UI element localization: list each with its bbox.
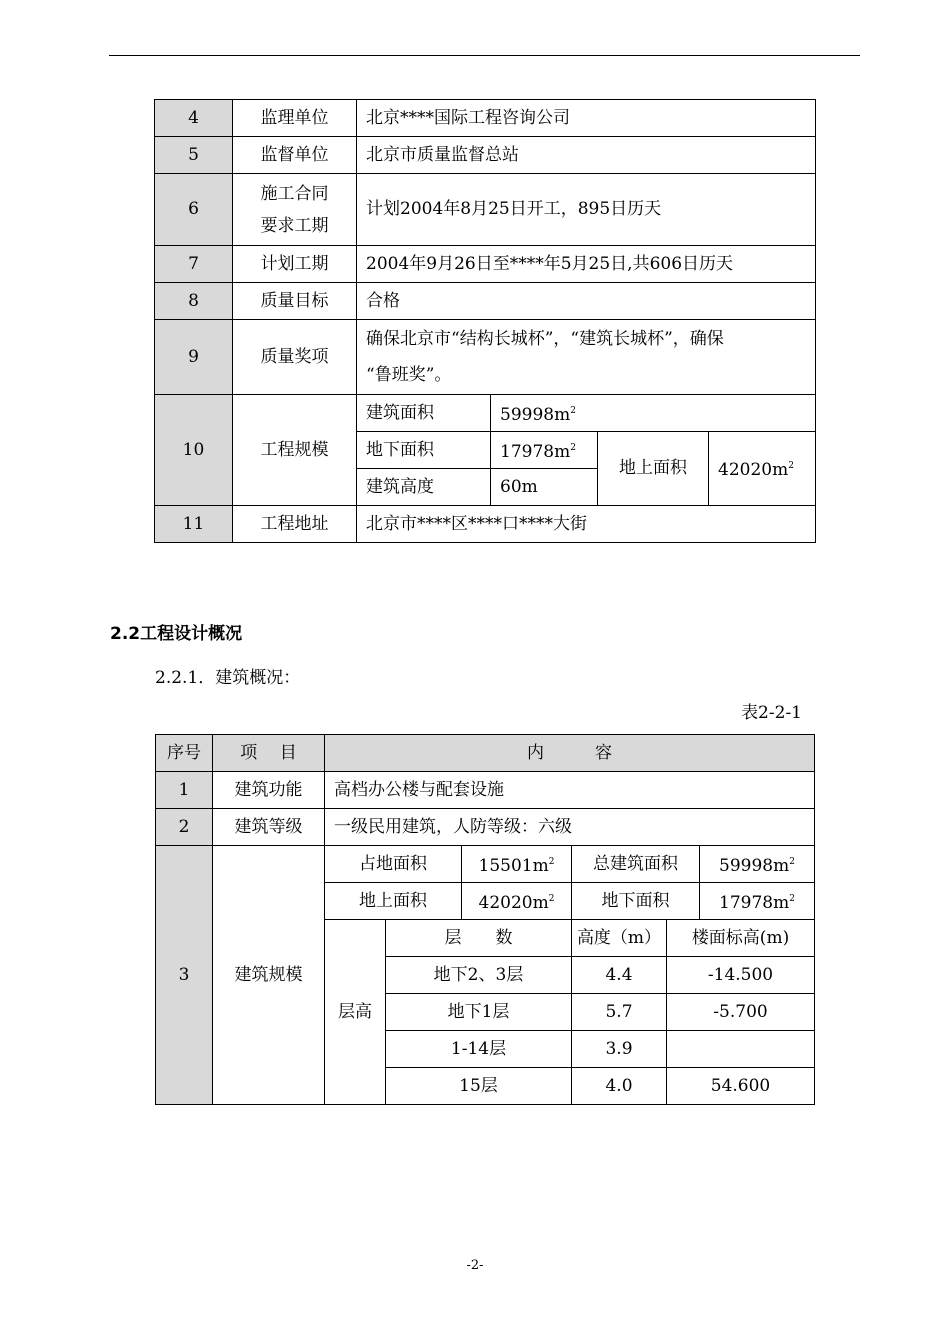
row-item: 工程规模	[233, 395, 357, 506]
floor-height: 4.4	[572, 957, 667, 994]
row-item: 建筑规模	[213, 846, 325, 1105]
row-value: 北京市质量监督总站	[357, 137, 816, 174]
floor-height: 3.9	[572, 1031, 667, 1068]
row-item: 工程地址	[233, 506, 357, 543]
row-number: 8	[155, 283, 233, 320]
row-value: 北京****国际工程咨询公司	[357, 100, 816, 137]
above-area-label: 地上面积	[325, 883, 462, 920]
floor-elevation: -5.700	[667, 994, 815, 1031]
row-value	[357, 320, 816, 395]
project-info-table	[154, 99, 816, 543]
row-number: 4	[155, 100, 233, 137]
section-heading: 2.2工程设计概况	[110, 624, 243, 644]
table-row	[155, 320, 816, 395]
row-number: 5	[155, 137, 233, 174]
row-value: 一级民用建筑，人防等级：六级	[325, 809, 815, 846]
under-area-value: $17978m^2$	[700, 883, 815, 920]
floor-height: 4.0	[572, 1068, 667, 1105]
under-area-label: 地下面积	[572, 883, 700, 920]
row-value-line: 确保北京市“结构长城杯”，“建筑长城杯”，确保	[366, 329, 724, 349]
table-row	[156, 846, 815, 883]
row-item: 质量目标	[233, 283, 357, 320]
site-area-label: 占地面积	[325, 846, 462, 883]
floor-name: 15层	[386, 1068, 572, 1105]
above-area-value: $42020m^2$	[709, 432, 816, 506]
row-item	[233, 174, 357, 246]
header-item: 项 目	[213, 735, 325, 772]
above-area-label: 地上面积	[598, 432, 709, 506]
row-item-line: 施工合同	[260, 183, 329, 204]
col-floors: 层 数	[386, 920, 572, 957]
building-area-label: 建筑面积	[357, 395, 491, 432]
underground-area-label: 地下面积	[357, 432, 491, 469]
section-subheading: 2.2.1．建筑概况：	[155, 668, 301, 688]
row-value: 2004年9月26日至****年5月25日,共606日历天	[357, 246, 816, 283]
height-label: 建筑高度	[357, 469, 491, 506]
total-area-label: 总建筑面积	[572, 846, 700, 883]
row-value: 高档办公楼与配套设施	[325, 772, 815, 809]
total-area-value: $59998m^2$	[700, 846, 815, 883]
row-value: 合格	[357, 283, 816, 320]
floor-elevation: 54.600	[667, 1068, 815, 1105]
row-number: 10	[155, 395, 233, 506]
row-number: 2	[156, 809, 213, 846]
row-number: 1	[156, 772, 213, 809]
height-value: 60m	[491, 469, 598, 506]
row-number: 7	[155, 246, 233, 283]
row-item-line: 要求工期	[260, 215, 329, 236]
page-number: -2-	[466, 1258, 484, 1273]
row-item: 质量奖项	[233, 320, 357, 395]
floor-name: 1-14层	[386, 1031, 572, 1068]
table-header-row	[156, 735, 815, 772]
row-number: 6	[155, 174, 233, 246]
floor-height-label: 层高	[325, 920, 386, 1105]
building-overview-table	[155, 734, 815, 1105]
header-rule	[109, 55, 860, 56]
table-row	[155, 246, 816, 283]
table-row	[155, 395, 816, 432]
header-number: 序号	[156, 735, 213, 772]
row-number: 11	[155, 506, 233, 543]
row-item: 监督单位	[233, 137, 357, 174]
floor-elevation	[667, 1031, 815, 1068]
row-item: 建筑功能	[213, 772, 325, 809]
row-item: 建筑等级	[213, 809, 325, 846]
col-height: 高度（m）	[572, 920, 667, 957]
col-elevation: 楼面标高(m)	[667, 920, 815, 957]
above-area-value: $42020m^2$	[462, 883, 572, 920]
row-number: 9	[155, 320, 233, 395]
row-number: 3	[156, 846, 213, 1105]
table-row	[156, 772, 815, 809]
table-row	[155, 174, 816, 246]
floor-height: 5.7	[572, 994, 667, 1031]
table-row	[156, 809, 815, 846]
floor-elevation: -14.500	[667, 957, 815, 994]
building-area-value: $59998m^2$	[491, 395, 816, 432]
floor-name: 地下1层	[386, 994, 572, 1031]
table-row	[155, 100, 816, 137]
table-row	[155, 506, 816, 543]
table-row	[155, 283, 816, 320]
site-area-value: $15501m^2$	[462, 846, 572, 883]
table-number: 表2-2-1	[741, 703, 802, 723]
underground-area-value: $17978m^2$	[491, 432, 598, 469]
header-content: 内 容	[325, 735, 815, 772]
row-value: 北京市****区****口****大街	[357, 506, 816, 543]
row-value-line: “鲁班奖”。	[366, 365, 452, 385]
row-item: 监理单位	[233, 100, 357, 137]
row-item: 计划工期	[233, 246, 357, 283]
floor-name: 地下2、3层	[386, 957, 572, 994]
table-row	[155, 137, 816, 174]
row-value: 计划2004年8月25日开工，895日历天	[357, 174, 816, 246]
